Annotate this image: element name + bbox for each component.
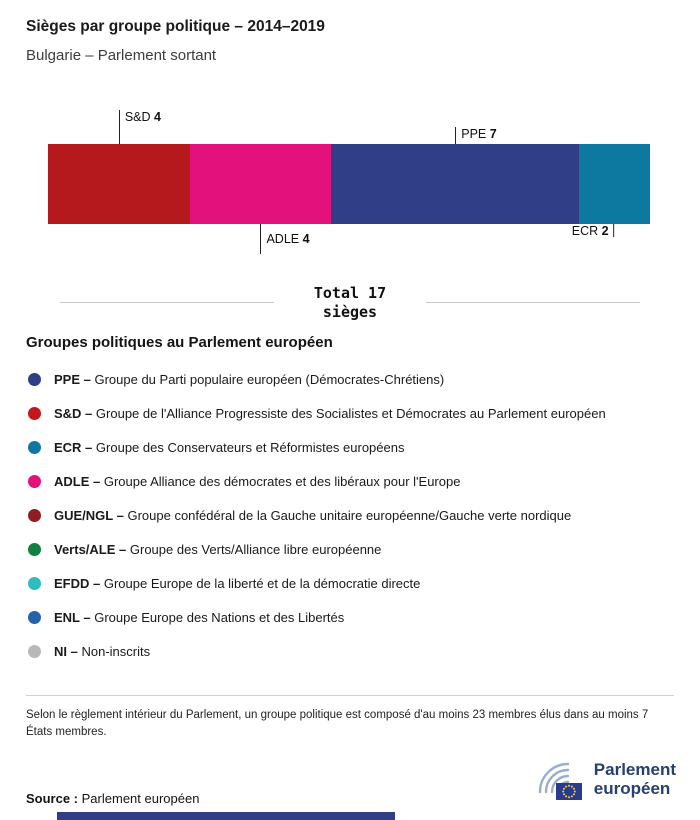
- logo-wordmark: [594, 761, 676, 798]
- legend-item-text: [54, 406, 606, 421]
- legend-item-text: [54, 576, 420, 591]
- page-subtitle: Bulgarie – Parlement sortant: [26, 47, 217, 64]
- legend-item-text: [54, 474, 460, 489]
- segment-label-text: [572, 224, 609, 239]
- label-tick: [455, 127, 456, 144]
- group-name: Groupe Alliance des démocrates et des libéraux pour l'Europe: [103, 474, 461, 489]
- group-color-dot: [28, 373, 41, 386]
- legend-item-text: [54, 644, 150, 659]
- group-name: Groupe des Conservateurs et Réformistes européens: [95, 440, 405, 455]
- european-parliament-logo: [522, 756, 676, 804]
- legend-list: [26, 363, 674, 669]
- bottom-blue-strip: [57, 812, 395, 820]
- segment-group-name: ADLE: [266, 231, 300, 246]
- hemicycle-flag-icon: [522, 756, 584, 804]
- group-color-dot: [28, 543, 41, 556]
- legend-item-guengl: [26, 499, 674, 533]
- group-color-dot: [28, 475, 41, 488]
- segment-group-name: ECR: [571, 224, 599, 238]
- legend-item-efdd: [26, 567, 674, 601]
- legend-item-ecr: [26, 431, 674, 465]
- group-color-dot: [28, 407, 41, 420]
- divider-line-right: [426, 302, 640, 303]
- bar-segment-adle: [190, 144, 332, 224]
- group-abbr: NI –: [54, 644, 78, 659]
- source-line: [26, 791, 199, 806]
- group-color-dot: [28, 441, 41, 454]
- source-value: Parlement européen: [81, 791, 200, 806]
- legend-heading: Groupes politiques au Parlement européen: [26, 333, 333, 351]
- group-abbr: ENL –: [54, 610, 91, 625]
- legend-item-text: [54, 610, 344, 625]
- segment-seat-count: 2: [601, 224, 609, 238]
- legend-item-text: [54, 440, 404, 455]
- group-name: Groupe du Parti populaire européen (Démocrates-Chrétiens): [94, 372, 445, 387]
- bar-segment-ecr: [579, 144, 650, 224]
- bar-segment-ppe: [331, 144, 579, 224]
- header: [0, 0, 700, 64]
- segment-seat-count: 4: [302, 231, 310, 246]
- segment-label-ecr: [572, 224, 615, 237]
- group-color-dot: [28, 645, 41, 658]
- source-label: Source :: [26, 791, 79, 806]
- group-name: Non-inscrits: [81, 644, 151, 659]
- seats-bar-chart: [48, 110, 650, 258]
- group-color-dot: [28, 577, 41, 590]
- segment-group-name: PPE: [461, 127, 487, 141]
- legend-item-ni: [26, 635, 674, 669]
- group-color-dot: [28, 509, 41, 522]
- legend: [0, 322, 700, 669]
- segment-seat-count: 7: [489, 127, 497, 141]
- total-seats-text: [314, 284, 386, 322]
- group-abbr: ADLE –: [54, 474, 101, 489]
- legend-item-text: [54, 372, 444, 387]
- segment-label-adle: [260, 224, 309, 254]
- group-name: Groupe Europe des Nations et des Libertés: [94, 610, 345, 625]
- label-tick: [119, 110, 120, 144]
- segment-label-sd: [119, 110, 161, 144]
- divider-line-left: [60, 302, 274, 303]
- bar-segment-sd: [48, 144, 190, 224]
- page-title: Sièges par groupe politique – 2014–2019: [26, 18, 325, 35]
- legend-item-ppe: [26, 363, 674, 397]
- group-abbr: PPE –: [54, 372, 91, 387]
- legend-item-text: [54, 542, 381, 557]
- group-name: Groupe Europe de la liberté et de la démocratie directe: [103, 576, 421, 591]
- legend-item-text: [54, 508, 571, 523]
- label-tick: [260, 224, 261, 254]
- group-name: Groupe de l'Alliance Progressiste des Socialistes et Démocrates au Parlement européen: [95, 406, 606, 421]
- group-abbr: ECR –: [54, 440, 93, 455]
- logo-word-line2: européen: [593, 779, 671, 798]
- segment-label-ppe: [455, 127, 496, 144]
- stacked-seats-bar: [48, 144, 650, 224]
- group-color-dot: [28, 611, 41, 624]
- total-seats-row: [60, 284, 640, 322]
- legend-item-enl: [26, 601, 674, 635]
- logo-word-line1: Parlement: [593, 760, 676, 780]
- group-abbr: S&D –: [54, 406, 93, 421]
- segment-label-text: [125, 110, 161, 125]
- segment-seat-count: 4: [154, 110, 161, 124]
- segment-label-text: [266, 232, 309, 247]
- segment-label-text: [461, 127, 496, 142]
- label-tick: [614, 224, 615, 237]
- legend-item-vertsale: [26, 533, 674, 567]
- group-name: Groupe confédéral de la Gauche unitaire européenne/Gauche verte nordique: [127, 508, 572, 523]
- legend-item-adle: [26, 465, 674, 499]
- segment-group-name: S&D: [124, 110, 151, 124]
- group-abbr: EFDD –: [54, 576, 101, 591]
- total-seats-value: Total 17: [313, 284, 387, 302]
- group-name: Groupe des Verts/Alliance libre européenne: [129, 542, 382, 557]
- total-seats-unit: sièges: [322, 302, 378, 321]
- group-abbr: Verts/ALE –: [54, 542, 127, 557]
- legend-item-sd: [26, 397, 674, 431]
- group-abbr: GUE/NGL –: [54, 508, 124, 523]
- rules-note: Selon le règlement intérieur du Parlement, un groupe politique est composé d'au moins 23 membres élus dans au moins 7 États membres.: [26, 708, 649, 739]
